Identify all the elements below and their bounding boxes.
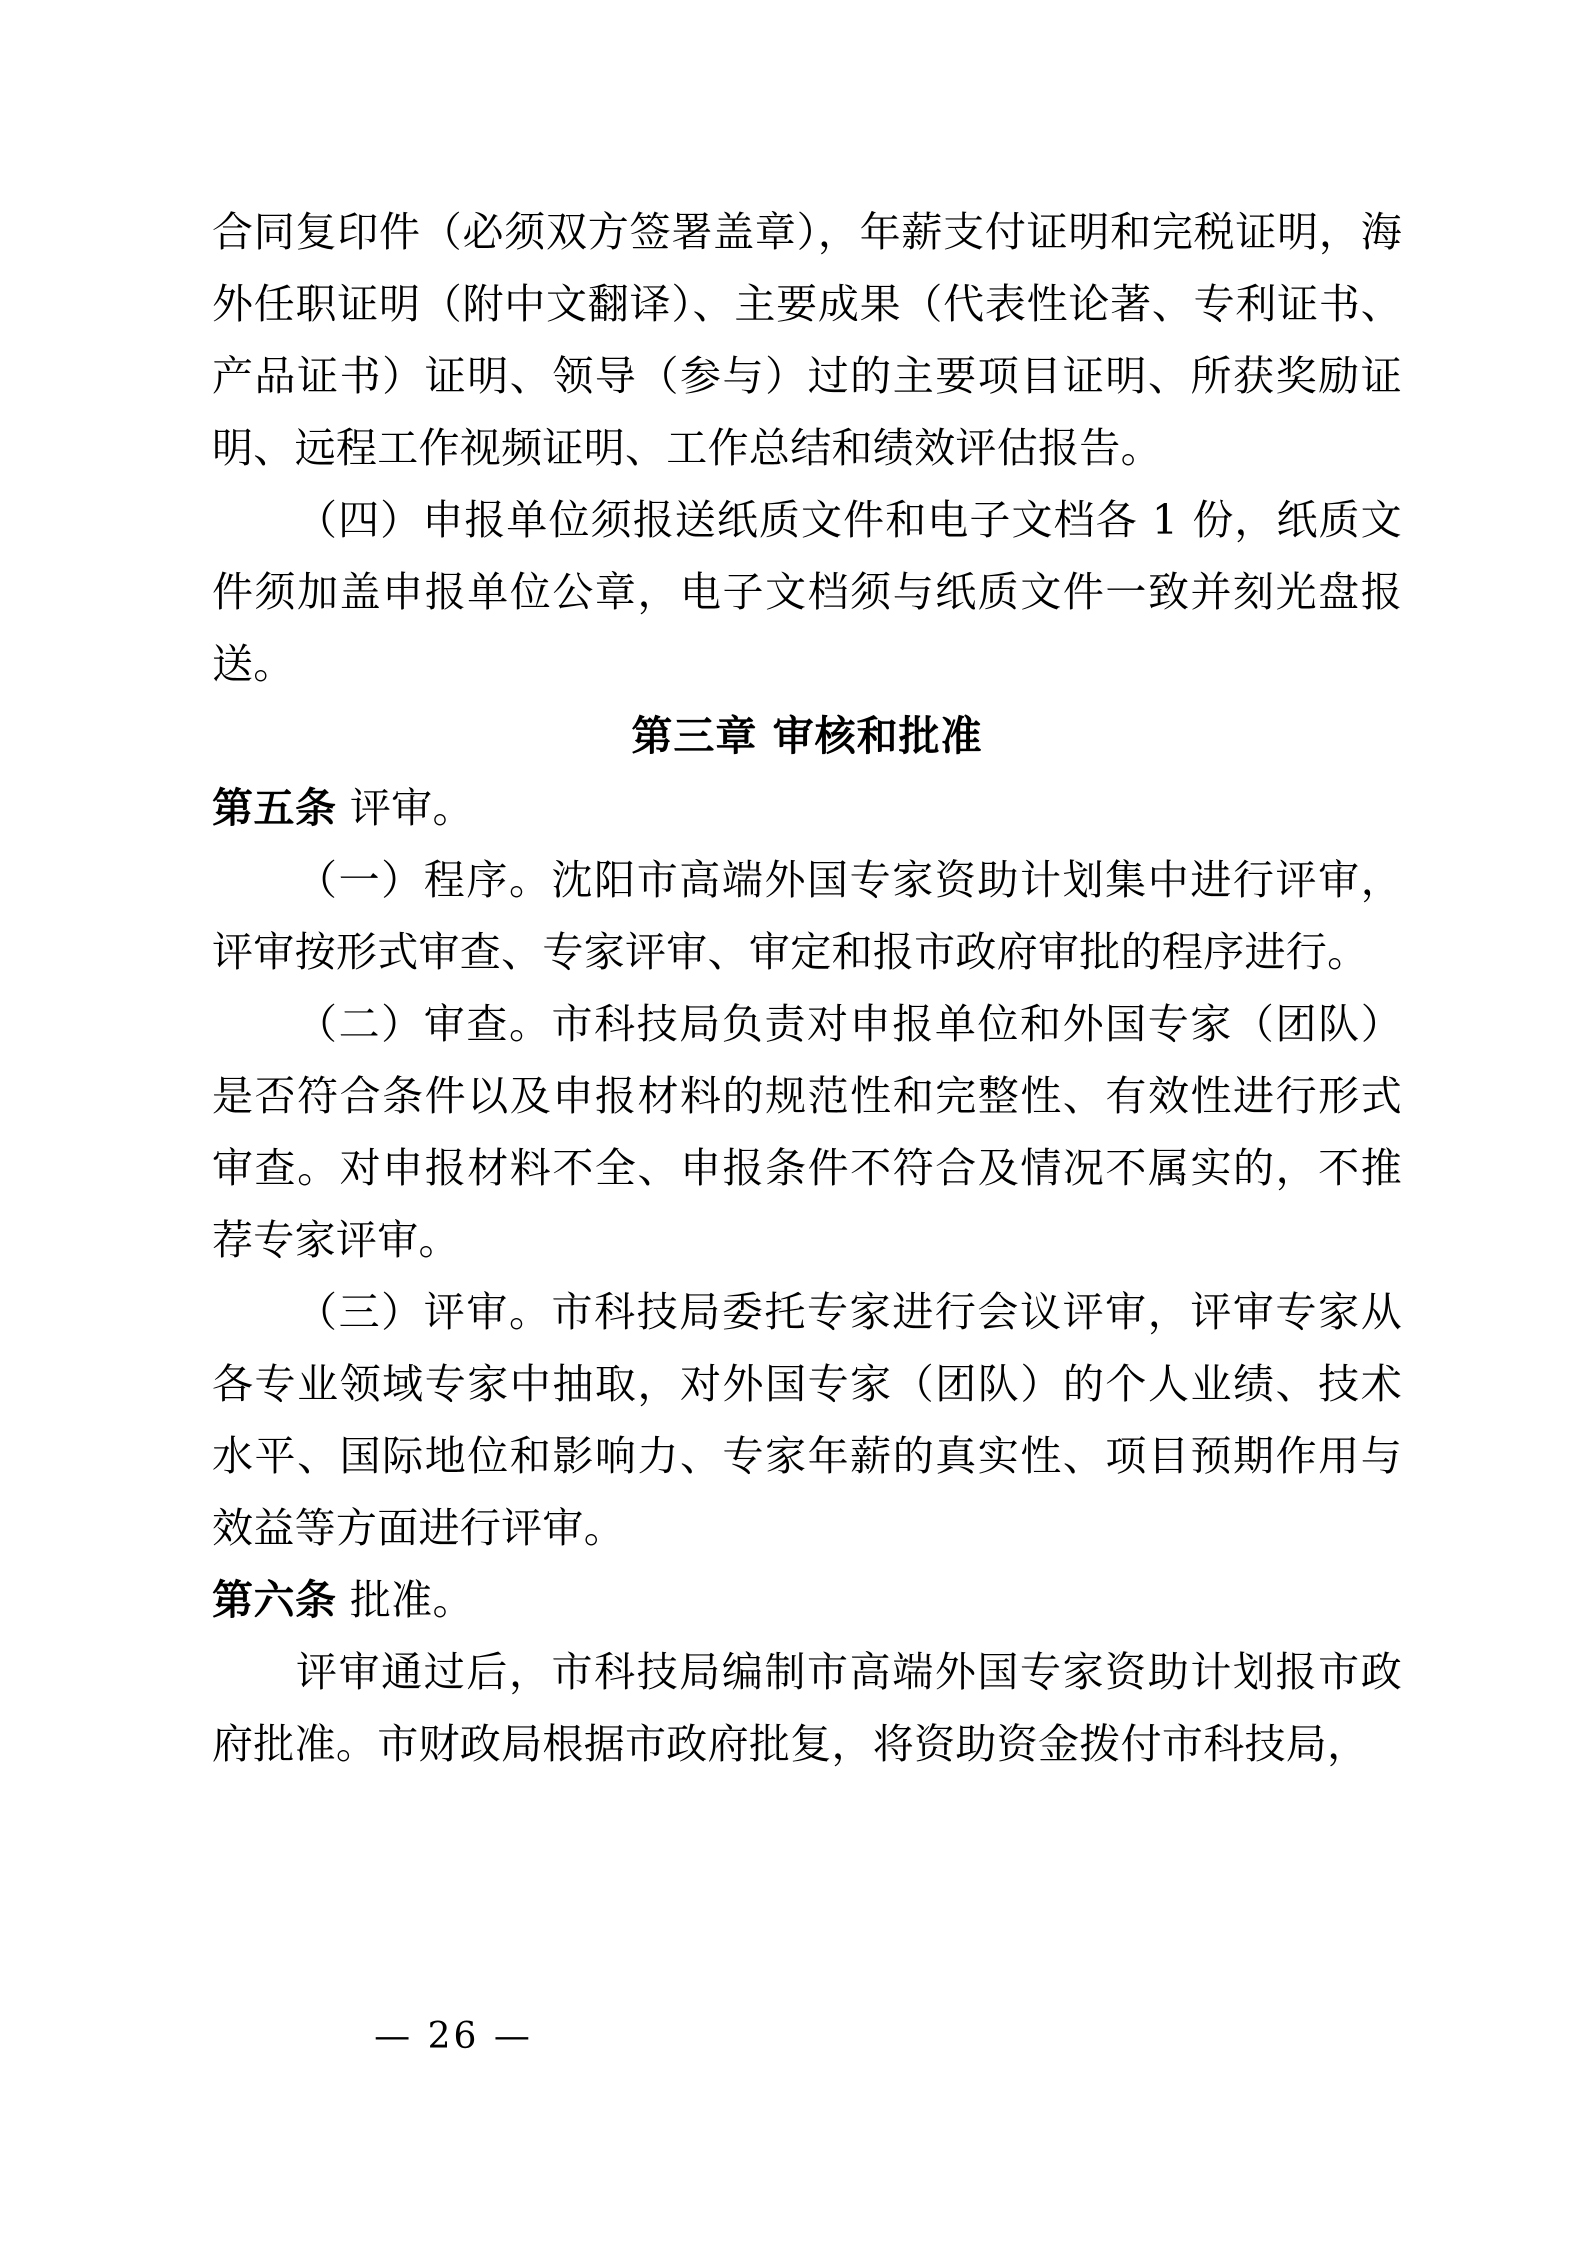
chapter-heading-three: 第三章 审核和批准 (631, 712, 983, 760)
paragraph-item-three-evaluation: （三）评审。市科技局委托专家进行会议评审，评审专家从各专业领域专家中抽取，对外国专家（团队）的个人业绩、技术水平、国际地位和影响力、专家年薪的真实性、项目预期作用与效益等方面进行评审。 (212, 1288, 1402, 1552)
paragraph-approval-process: 评审通过后，市科技局编制市高端外国专家资助计划报市政府批准。市财政局根据市政府批复，将资助资金拨付市科技局， (212, 1648, 1402, 1768)
document-body (212, 196, 1402, 1780)
article-five-body: 评审。 (349, 784, 474, 832)
article-six-label: 第六条 (212, 1576, 337, 1624)
paragraph-item-two-review: （二）审查。市科技局负责对申报单位和外国专家（团队）是否符合条件以及申报材料的规范性和完整性、有效性进行形式审查。对申报材料不全、申报条件不符合及情况不属实的，不推荐专家评审。 (212, 1000, 1402, 1264)
article-six-spacer (337, 1576, 350, 1624)
article-five-spacer (337, 784, 350, 832)
article-six-body: 批准。 (349, 1576, 474, 1624)
paragraph-item-four-submission: （四）申报单位须报送纸质文件和电子文档各 1 份，纸质文件须加盖申报单位公章，电子文档须与纸质文件一致并刻光盘报送。 (212, 496, 1402, 688)
page-number: — 26 — (374, 2016, 533, 2057)
article-six (212, 1564, 1402, 1636)
article-five-label: 第五条 (212, 784, 337, 832)
article-five (212, 772, 1402, 844)
paragraph-materials-list: 合同复印件（必须双方签署盖章），年薪支付证明和完税证明，海外任职证明（附中文翻译）、主要成果（代表性论著、专利证书、产品证书）证明、领导（参与）过的主要项目证明、所获奖励证明、远程工作视频证明、工作总结和绩效评估报告。 (212, 208, 1402, 472)
paragraph-item-one-procedure: （一）程序。沈阳市高端外国专家资助计划集中进行评审，评审按形式审查、专家评审、审定和报市政府审批的程序进行。 (212, 856, 1402, 976)
